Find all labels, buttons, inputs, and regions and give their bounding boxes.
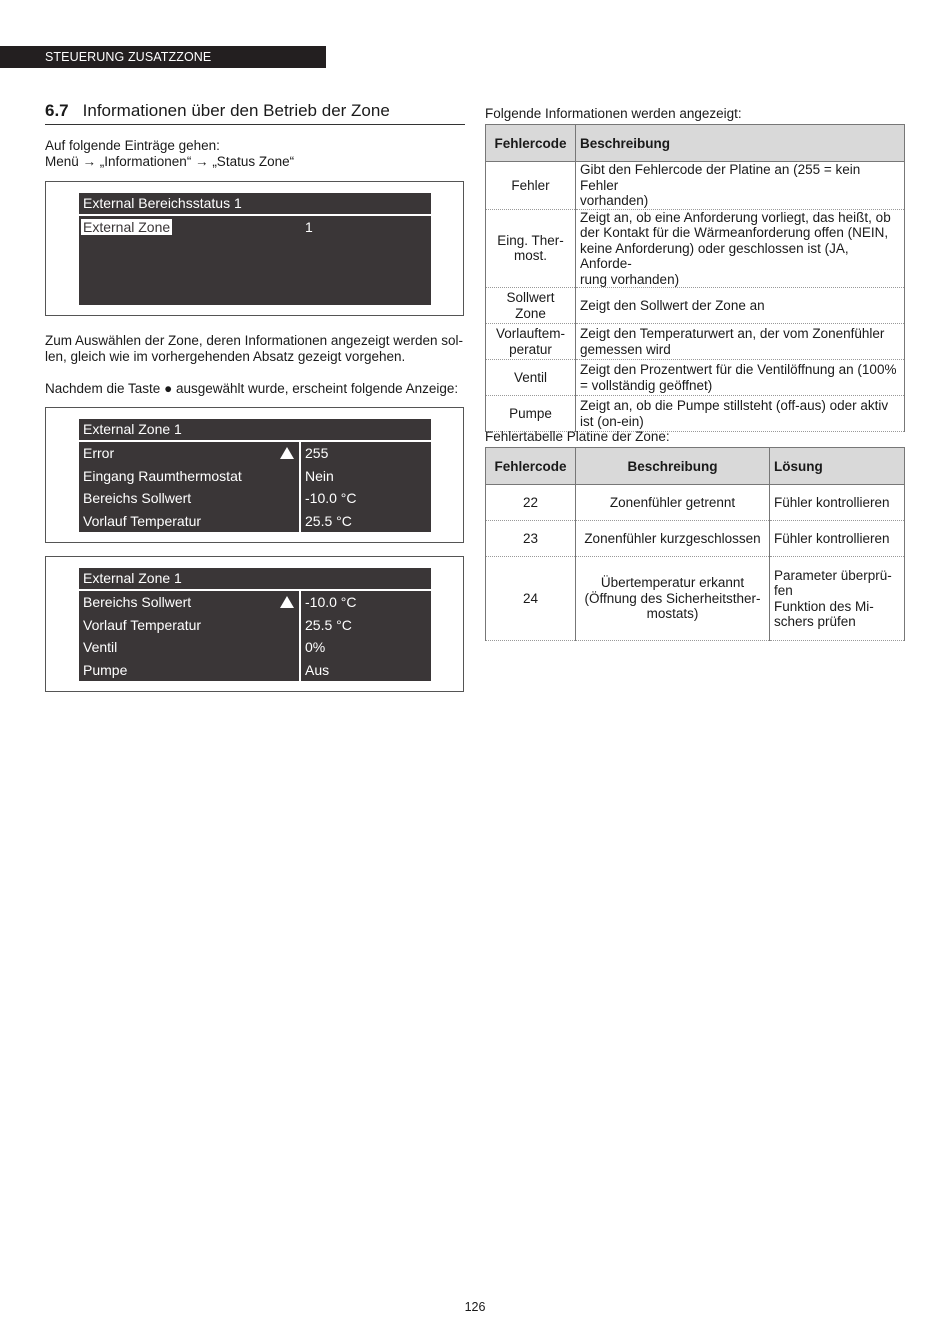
code-cell xyxy=(486,360,576,396)
column-header: Beschreibung xyxy=(576,125,905,162)
info-table xyxy=(485,124,905,432)
column-header: Fehlercode xyxy=(486,125,576,162)
cell-line: most. xyxy=(513,248,547,264)
table-row xyxy=(486,162,905,210)
description-cell xyxy=(576,360,905,396)
table-row xyxy=(486,360,905,396)
table-row xyxy=(486,396,905,432)
column-header: Fehlercode xyxy=(486,448,576,485)
code-cell xyxy=(486,396,576,432)
description-cell xyxy=(576,288,905,324)
cell-line: keine Anforderung) oder geschlossen ist (JA, Anforde- xyxy=(580,240,849,271)
row-value: 0% xyxy=(305,639,326,655)
error-description-cell xyxy=(576,485,770,521)
cell-line: fen xyxy=(774,583,793,598)
intro-line-1: Auf folgende Einträge gehen: xyxy=(45,138,220,153)
description-cell xyxy=(576,324,905,360)
row-value: 25.5 °C xyxy=(305,616,352,633)
error-table-caption: Fehlertabelle Platine der Zone: xyxy=(485,429,670,444)
cell-line: vorhanden) xyxy=(580,193,649,208)
screen-row xyxy=(79,659,431,682)
cell-line: gemessen wird xyxy=(580,341,671,357)
screen-row-external-zone[interactable] xyxy=(79,216,431,239)
selected-item-label: External Zone xyxy=(83,219,171,235)
table-row xyxy=(486,521,905,557)
screen-title: External Zone 1 xyxy=(79,419,431,442)
cell-line: Parameter überprü- xyxy=(774,567,892,583)
section-title: Informationen über den Betrieb der Zone xyxy=(82,101,390,120)
screen-row xyxy=(79,591,431,614)
solution-cell xyxy=(770,557,905,641)
cell-line: Vorlauftem- xyxy=(495,326,566,341)
page-number: 126 xyxy=(464,1300,486,1314)
cell-line: schers prüfen xyxy=(774,614,856,629)
screen-frame-zone-1a xyxy=(45,407,464,543)
row-label: Vorlauf Temperatur xyxy=(83,512,202,529)
cell-line: = vollständig geöffnet) xyxy=(580,377,713,393)
button-instruction: Nachdem die Taste ● ausgewählt wurde, erscheint folgende Anzeige: xyxy=(45,381,459,396)
cell-line: Sollwert Zone xyxy=(506,290,555,321)
cell-line: Zeigt an, ob eine Anforderung vorliegt, das heißt, ob xyxy=(580,209,891,225)
cell-line: Pumpe xyxy=(509,405,552,421)
table-row xyxy=(486,485,905,521)
code-cell xyxy=(486,324,576,360)
screen-frame-status xyxy=(45,181,464,316)
table-row xyxy=(486,324,905,360)
scroll-up-arrow-icon[interactable] xyxy=(280,447,294,459)
solution-cell xyxy=(770,485,905,521)
cell-line: (Öffnung des Sicherheitsther- xyxy=(584,590,761,606)
cell-line: Zeigt den Temperaturwert an, der vom Zonenfühler xyxy=(580,326,885,341)
description-cell xyxy=(576,396,905,432)
cell-line: Zonenfühler getrennt xyxy=(609,494,736,510)
row-label: Error xyxy=(83,445,115,461)
display-screen-zone-1b xyxy=(79,568,431,681)
cell-line: Zeigt den Prozentwert für die Ventilöffnung an (100% xyxy=(580,362,897,377)
error-code-cell: 23 xyxy=(486,521,576,557)
cell-line: Zonenfühler kurzgeschlossen xyxy=(584,530,761,546)
instruction-line-2: len, gleich wie im vorhergehenden Absatz gezeigt vorgehen. xyxy=(45,349,406,364)
table-row xyxy=(486,288,905,324)
row-value: 25.5 °C xyxy=(305,512,352,529)
screen-frame-zone-1b xyxy=(45,556,464,692)
error-description-cell xyxy=(576,521,770,557)
column-header: Beschreibung xyxy=(576,448,770,485)
cell-line: der Kontakt für die Wärmeanforderung offen (NEIN, xyxy=(580,225,889,240)
screen-row xyxy=(79,487,431,510)
screen-row xyxy=(79,614,431,637)
screen-row xyxy=(79,465,431,488)
display-screen-status xyxy=(79,193,431,305)
row-value: Nein xyxy=(305,467,334,484)
section-number: 6.7 xyxy=(45,101,69,120)
row-label: Bereichs Sollwert xyxy=(83,594,192,610)
solution-cell xyxy=(770,521,905,557)
table-header-row xyxy=(486,448,905,485)
code-cell xyxy=(486,162,576,210)
cell-line: Fühler kontrollieren xyxy=(774,530,890,546)
cell-line: Übertemperatur erkannt xyxy=(600,575,745,591)
table-row xyxy=(486,557,905,641)
instruction-paragraph xyxy=(45,333,465,365)
screen-row xyxy=(79,442,431,465)
cell-line: Gibt den Fehlercode der Platine an (255 = kein Fehler xyxy=(580,162,861,193)
description-cell xyxy=(576,209,905,288)
error-table xyxy=(485,447,905,641)
error-code-cell: 24 xyxy=(486,557,576,641)
cell-line: Fehler xyxy=(511,177,550,193)
screen-row xyxy=(79,636,431,659)
display-screen-zone-1a xyxy=(79,419,431,532)
table-header-row xyxy=(486,125,905,162)
section-heading xyxy=(45,100,465,125)
cell-line: peratur xyxy=(509,341,552,357)
cell-line: Zeigt an, ob die Pumpe stillsteht (off-aus) oder aktiv xyxy=(580,398,889,413)
info-table-caption: Folgende Informationen werden angezeigt: xyxy=(485,106,742,121)
cell-line: Zeigt den Sollwert der Zone an xyxy=(580,297,765,313)
row-label: Eingang Raumthermostat xyxy=(83,467,242,484)
screen-title: External Zone 1 xyxy=(79,568,431,591)
row-label: Bereichs Sollwert xyxy=(83,490,192,506)
cell-line: Eing. Ther- xyxy=(497,232,564,248)
screen-row xyxy=(79,510,431,533)
screen-title: External Bereichsstatus 1 xyxy=(79,193,431,216)
cell-line: ist (on-ein) xyxy=(580,413,644,429)
error-description-cell xyxy=(576,557,770,641)
description-cell xyxy=(576,162,905,210)
screen-row-value: 1 xyxy=(305,219,313,235)
scroll-up-arrow-icon[interactable] xyxy=(280,596,294,608)
error-code-cell: 22 xyxy=(486,485,576,521)
cell-line: Ventil xyxy=(513,369,548,385)
cell-line: Funktion des Mi- xyxy=(774,598,874,614)
row-label: Ventil xyxy=(83,639,118,655)
row-label: Pumpe xyxy=(83,661,128,678)
column-header: Lösung xyxy=(770,448,905,485)
instruction-line-1: Zum Auswählen der Zone, deren Informationen angezeigt werden sol- xyxy=(45,333,463,348)
table-row xyxy=(486,209,905,288)
cell-line: rung vorhanden) xyxy=(580,271,680,287)
row-value: -10.0 °C xyxy=(305,490,357,506)
chapter-header: STEUERUNG ZUSATZZONE xyxy=(0,46,326,68)
row-value: -10.0 °C xyxy=(305,594,357,610)
code-cell xyxy=(486,209,576,288)
intro-line-2: Menü → „Informationen“ → „Status Zone“ xyxy=(45,154,295,169)
code-cell xyxy=(486,288,576,324)
intro-text xyxy=(45,138,465,170)
cell-line: mostats) xyxy=(646,606,699,622)
cell-line: Fühler kontrollieren xyxy=(774,494,890,510)
row-value: Aus xyxy=(305,661,330,678)
row-label: Vorlauf Temperatur xyxy=(83,616,202,633)
row-value: 255 xyxy=(305,445,329,461)
